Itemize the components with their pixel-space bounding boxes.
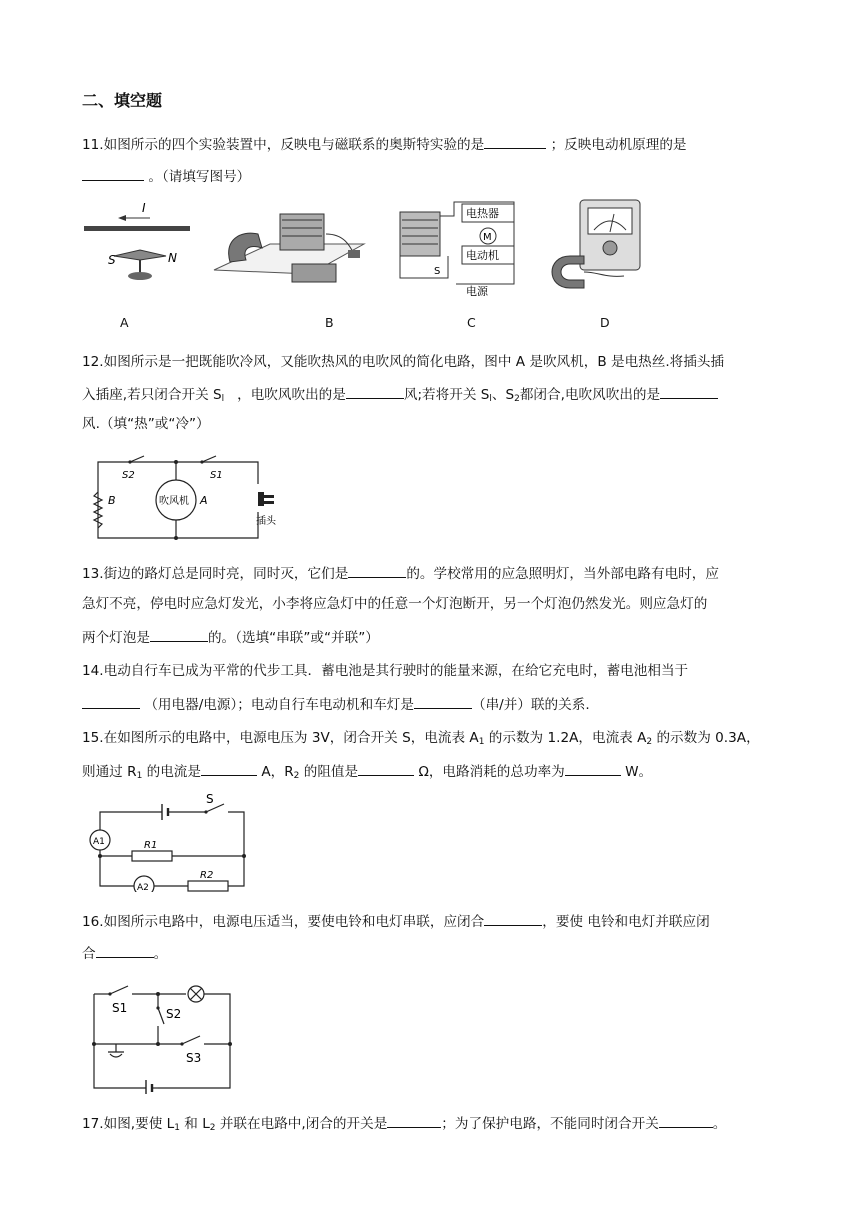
q11-figure-b bbox=[210, 204, 368, 296]
q11-figure-d bbox=[544, 196, 644, 294]
q11-line1: 11.如图所示的四个实验装置中，反映电与磁联系的奥斯特实验的是 ；反映电动机原理的是 bbox=[82, 133, 687, 155]
ammeter-a2-label: A2 bbox=[137, 883, 149, 892]
ammeter-a1-label: A1 bbox=[93, 837, 105, 847]
q16-line2: 合 。 bbox=[82, 942, 167, 964]
power-source-label: 电源 bbox=[466, 285, 488, 296]
q11-figure-c bbox=[392, 196, 522, 296]
q12-line3: 风.（填“热”或“冷”） bbox=[82, 416, 210, 432]
q11-label-c: C bbox=[467, 315, 476, 330]
q11-label-a: A bbox=[120, 315, 129, 330]
q13-line1: 13.街边的路灯总是同时亮，同时灭，它们是 的。学校常用的应急照明灯，当外部电路有电时，应 bbox=[82, 562, 719, 584]
heater-b-label: B bbox=[108, 494, 116, 507]
q17-blank-1[interactable] bbox=[387, 1112, 441, 1128]
current-label: I bbox=[142, 201, 146, 215]
q15-line1: 15.在如图所示的电路中，电源电压为 3V，闭合开关 S，电流表 $A_1$ 的示数为 1.2A，电流表 $A_2$ 的示数为 0.3A， bbox=[82, 730, 760, 747]
resistor-r2-label: R2 bbox=[200, 870, 214, 881]
q15-blank-1[interactable] bbox=[201, 760, 257, 776]
north-pole-label: N bbox=[168, 251, 177, 265]
q17-line1: 17.如图,要使 $L_1$ 和 $L_2$ 并联在电路中,闭合的开关是 ；为了保护电路，不能同时闭合开关 。 bbox=[82, 1112, 726, 1138]
q15-blank-3[interactable] bbox=[565, 760, 621, 776]
q16-circuit bbox=[86, 978, 238, 1094]
q16-blank-1[interactable] bbox=[484, 910, 542, 926]
switch-s2-label: S2 bbox=[122, 470, 135, 481]
q15-blank-2[interactable] bbox=[358, 760, 414, 776]
q13-blank-2[interactable] bbox=[150, 626, 208, 642]
blower-label: 吹风机 bbox=[159, 496, 189, 507]
q13-line3: 两个灯泡是 的。（选填“串联”或“并联”） bbox=[82, 626, 379, 648]
q14-line1: 14.电动自行车已成为平常的代步工具．蓄电池是其行驶时的能量来源，在给它充电时，蓄电池相当于 bbox=[82, 663, 689, 679]
q14-blank-1[interactable] bbox=[82, 693, 140, 709]
q13-line2: 急灯不亮，停电时应急灯发光，小李将应急灯中的任意一个灯泡断开，另一个灯泡仍然发光。则应急灯的 bbox=[82, 596, 708, 612]
plug-label: 插头 bbox=[256, 516, 276, 527]
q16-blank-2[interactable] bbox=[96, 942, 154, 958]
q12-blank-1[interactable] bbox=[346, 383, 404, 399]
q17-blank-2[interactable] bbox=[659, 1112, 713, 1128]
q11-label-d: D bbox=[600, 315, 610, 330]
blower-a-label: A bbox=[200, 494, 208, 507]
q11-line2: 。（请填写图号） bbox=[82, 165, 250, 187]
q12-line2: 入插座,若只闭合开关 $S_l$ ，电吹风吹出的是 风;若将开关 $S_l$、$S_2$都闭合,电吹风吹出的是 bbox=[82, 383, 718, 409]
q15-line2: 则通过 $R_1$ 的电流是 A，$R_2$ 的阻值是 Ω，电路消耗的总功率为 W。 bbox=[82, 760, 652, 786]
switch-label: S bbox=[434, 266, 441, 277]
q14-blank-2[interactable] bbox=[414, 693, 472, 709]
motor-symbol: M bbox=[483, 232, 492, 243]
switch-s3-label: S3 bbox=[186, 1051, 202, 1065]
motor-label: 电动机 bbox=[466, 249, 499, 262]
switch-s-label: S bbox=[206, 794, 214, 806]
q15-circuit bbox=[82, 794, 252, 892]
switch-s1-label: S1 bbox=[112, 1001, 128, 1015]
section-title: 二、填空题 bbox=[82, 91, 163, 110]
resistor-r1-label: R1 bbox=[144, 840, 158, 851]
switch-s2-label: S2 bbox=[166, 1007, 182, 1021]
q12-line1: 12.如图所示是一把既能吹冷风，又能吹热风的电吹风的简化电路，图中 A 是吹风机，B 是电热丝.将插头插 bbox=[82, 354, 725, 370]
q11-blank-1[interactable] bbox=[484, 133, 546, 149]
q11-label-b: B bbox=[325, 315, 334, 330]
q11-figure-a bbox=[82, 198, 194, 284]
q16-line1: 16.如图所示电路中，电源电压适当，要使电铃和电灯串联，应闭合 ，要使 电铃和电灯并联应闭 bbox=[82, 910, 710, 932]
south-pole-label: S bbox=[108, 253, 116, 267]
switch-s1-label: S1 bbox=[210, 470, 223, 481]
q14-line2: （用电器/电源）；电动自行车电动机和车灯是 （串/并）联的关系. bbox=[82, 693, 590, 715]
q12-hairdryer-circuit bbox=[90, 452, 302, 546]
q11-blank-2[interactable] bbox=[82, 165, 144, 181]
heater-label: 电热器 bbox=[466, 207, 499, 220]
q12-blank-2[interactable] bbox=[660, 383, 718, 399]
q13-blank-1[interactable] bbox=[348, 562, 406, 578]
